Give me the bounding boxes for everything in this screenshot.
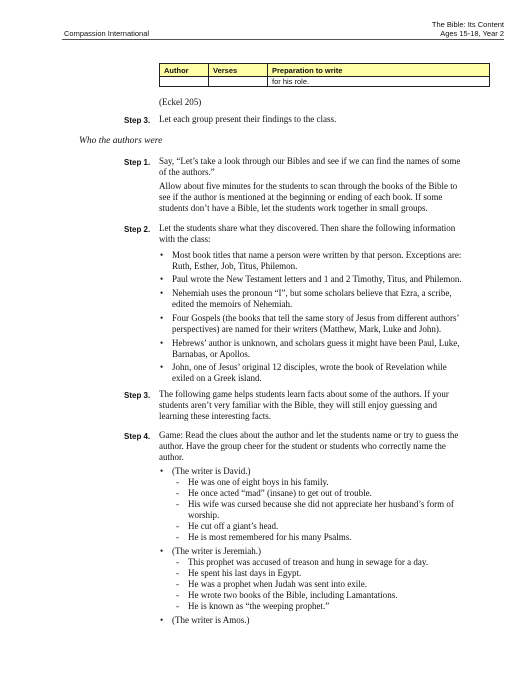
text-line: exiled on a Greek island. (172, 373, 262, 384)
dash-icon: - (176, 601, 179, 611)
clue-item: He spent his last days in Egypt. (188, 568, 302, 578)
text-line: author. (159, 452, 184, 463)
text-line: with the class: (159, 234, 211, 245)
bullet-icon: • (160, 313, 164, 323)
text-line: Paul wrote the New Testament letters and 1 and 2 Timothy, Titus, and Philemon. (172, 274, 462, 284)
text-line: Hebrews’ author is unknown, and scholars guess it might have been Paul, Luke, (172, 338, 460, 348)
table-header-row (160, 64, 490, 77)
bullet-icon: • (160, 338, 164, 348)
bullet-icon: • (160, 274, 164, 284)
table-header-verses: Verses (209, 64, 268, 77)
step-note (159, 181, 478, 215)
step-text (159, 430, 478, 464)
bullet-icon: • (160, 362, 164, 372)
clue-item: He is known as “the weeping prophet.” (188, 601, 330, 611)
table-header-author: Author (160, 64, 209, 77)
clue-item: He wrote two books of the Bible, including Lamantations. (188, 590, 398, 600)
running-header-right (432, 20, 504, 38)
clue-item: He was one of eight boys in his family. (188, 477, 329, 487)
table-cell: for his role. (268, 77, 490, 87)
text-line: Let the students share what they discovered. Then share the following information (159, 223, 456, 233)
dash-icon: - (176, 477, 179, 487)
step-text (159, 389, 478, 423)
section-title: Who the authors were (79, 136, 163, 146)
text-line: learning these interesting facts. (159, 411, 271, 422)
citation: (Eckel 205) (159, 97, 202, 107)
text-line: students don’t have a Bible, let the students work together in small groups. (159, 203, 428, 214)
step-text (159, 156, 478, 178)
step-text (159, 223, 478, 245)
step-label: Step 2. (124, 225, 151, 234)
text-line: Allow about five minutes for the students to scan through the books of the Bible to (159, 181, 458, 191)
dash-icon: - (176, 557, 179, 567)
text-line: edited the memoirs of Nehemiah. (172, 299, 293, 310)
dash-icon: - (176, 532, 179, 542)
authors-table (159, 63, 490, 87)
clue-item: He once acted “mad” (insane) to get out of trouble. (188, 488, 372, 498)
step-text: Let each group present their findings to the class. (159, 114, 337, 124)
text-line: of the authors.” (159, 167, 215, 178)
dash-icon: - (176, 499, 179, 509)
dash-icon: - (176, 521, 179, 531)
step-label: Step 1. (124, 158, 151, 167)
header-divider (62, 39, 504, 40)
text-line: author. Have the group cheer for the student or students who correctly name the (159, 441, 446, 452)
bullet-icon: • (160, 546, 164, 556)
step-label: Step 3. (124, 116, 151, 125)
dash-icon: - (176, 488, 179, 498)
text-line: see if the author is mentioned at the beginning or ending of each book. If some (159, 192, 443, 203)
table-row (160, 77, 490, 87)
text-line: John, one of Jesus’ original 12 disciples, wrote the book of Revelation while (172, 362, 447, 372)
dash-icon: - (176, 579, 179, 589)
table-cell (160, 77, 209, 87)
clue-item: He was a prophet when Judah was sent into exile. (188, 579, 367, 589)
bullet-icon: • (160, 615, 164, 625)
clue-item: He cut off a giant’s head. (188, 521, 279, 531)
dash-icon: - (176, 590, 179, 600)
clue-item: His wife was cursed because she did not appreciate her husband’s form of (188, 499, 454, 509)
text-line: students aren’t very familiar with the Bible, they will still enjoy guessing and (159, 400, 438, 411)
dash-icon: - (176, 568, 179, 578)
text-line: Barnabas, or Apollos. (172, 349, 250, 360)
text-line: The following game helps students learn facts about some of the authors. If your (159, 389, 449, 399)
table-header-preparation: Preparation to write (268, 64, 490, 77)
clue-group-title: (The writer is David.) (172, 466, 251, 476)
text-line: Nehemiah uses the pronoun “I”, but some scholars believe that Ezra, a scribe, (172, 288, 452, 298)
bullet-icon: • (160, 466, 164, 476)
text-line: Say, “Let’s take a look through our Bibles and see if we can find the names of some (159, 156, 461, 166)
clue-group-title: (The writer is Jeremiah.) (172, 546, 261, 556)
text-line: Most book titles that name a person were written by that person. Exceptions are: (172, 250, 462, 260)
clue-item: This prophet was accused of treason and hung in sewage for a day. (188, 557, 429, 567)
table-cell (209, 77, 268, 87)
clue-group-title: (The writer is Amos.) (172, 615, 250, 625)
organization-name: Compassion International (64, 29, 150, 38)
step-label: Step 3. (124, 391, 151, 400)
bullet-icon: • (160, 250, 164, 260)
text-line: Four Gospels (the books that tell the same story of Jesus from different authors’ (172, 313, 460, 323)
step-label: Step 4. (124, 432, 151, 441)
text-line: Game: Read the clues about the author and let the students name or try to guess the (159, 430, 459, 440)
bullet-icon: • (160, 288, 164, 298)
clue-item-continued: worship. (188, 510, 220, 520)
text-line: perspectives) are named for their writers (Matthew, Mark, Luke and John). (172, 324, 442, 335)
text-line: Ruth, Esther, Job, Titus, Philemon. (172, 261, 298, 272)
book-title: The Bible: Its Content (431, 20, 504, 29)
book-age-range: Ages 15-18, Year 2 (440, 29, 504, 38)
clue-item: He is most remembered for his many Psalms. (188, 532, 352, 542)
